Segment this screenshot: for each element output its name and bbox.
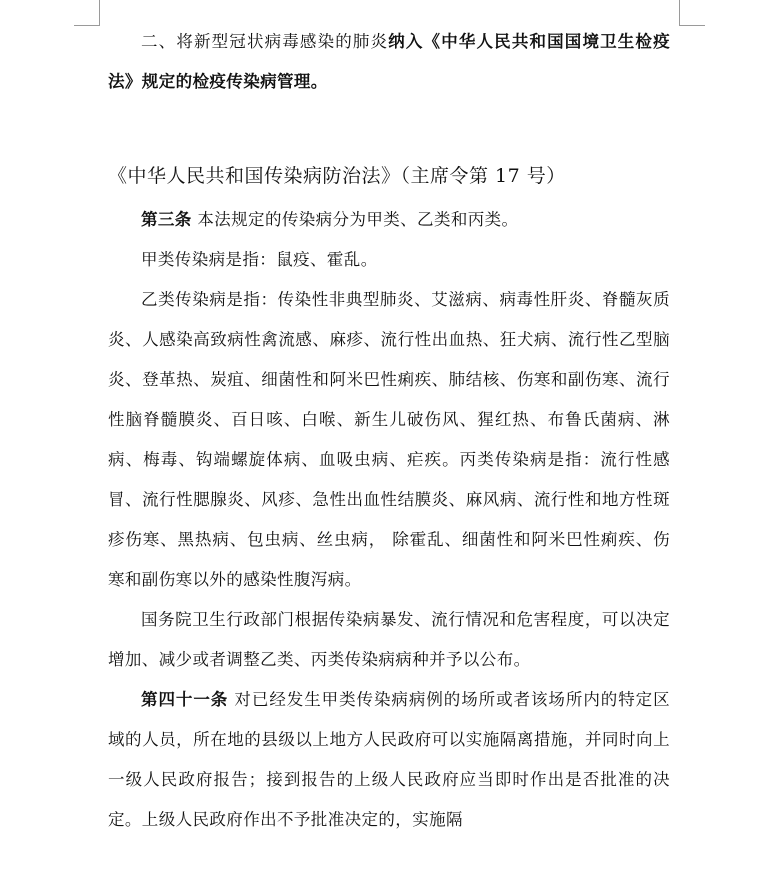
page-corner-mark-left [99, 0, 100, 26]
page-corner-mark-right [679, 0, 680, 26]
paragraph-quarantine-prefix: 二、将新型冠状病毒感染的肺炎 [141, 32, 389, 51]
article-41-label: 第四十一条 [141, 690, 229, 709]
article-3 [108, 200, 670, 240]
article-41 [108, 680, 670, 840]
class-a-paragraph: 甲类传染病是指：鼠疫、霍乱。 [141, 250, 378, 269]
class-b-c-paragraph: 乙类传染病是指：传染性非典型肺炎、艾滋病、病毒性肝炎、脊髓灰质炎、人感染高致病性禽流感、麻疹、流行性出血热、狂犬病、流行性乙型脑炎、登革热、炭疽、细菌性和阿米巴性痢疾、肺结核、伤寒和副伤寒、流行性脑脊髓膜炎、百日咳、白喉、新生儿破伤风、猩红热、布鲁氏菌病、淋病、梅毒、钩端螺旋体病、血吸虫病、疟疾。丙类传染病是指：流行性感冒、流行性腮腺炎、风疹、急性出血性结膜炎、麻风病、流行性和地方性斑疹伤寒、黑热病、包虫病、丝虫病， 除霍乱、细菌性和阿米巴性痢疾、伤寒和副伤寒以外的感染性腹泻病。 [108, 290, 670, 589]
law-title: 《中华人民共和国传染病防治法》（主席令第 17 号） [108, 165, 566, 187]
state-council-paragraph: 国务院卫生行政部门根据传染病暴发、流行情况和危害程度，可以决定增加、减少或者调整乙类、丙类传染病病种并予以公布。 [108, 610, 670, 669]
paragraph-quarantine-bold: 纳入《中华人民共和国国境卫生检疫法》规定的检疫传染病管理。 [108, 32, 670, 91]
page-corner-mark-left-h [74, 25, 100, 26]
article-3-text: 本法规定的传染病分为甲类、乙类和丙类。 [191, 210, 519, 229]
article-3-label: 第三条 [141, 210, 192, 229]
article-41-text: 对已经发生甲类传染病病例的场所或者该场所内的特定区域的人员，所在地的县级以上地方人民政府可以实施隔离措施，并同时向上一级人民政府报告；接到报告的上级人民政府应当即时作出是否批准的决定。上级人民政府作出不予批准决定的，实施隔 [108, 690, 670, 829]
page-corner-mark-right-h [679, 25, 705, 26]
paragraph-quarantine [108, 22, 670, 102]
document-page [108, 22, 670, 840]
